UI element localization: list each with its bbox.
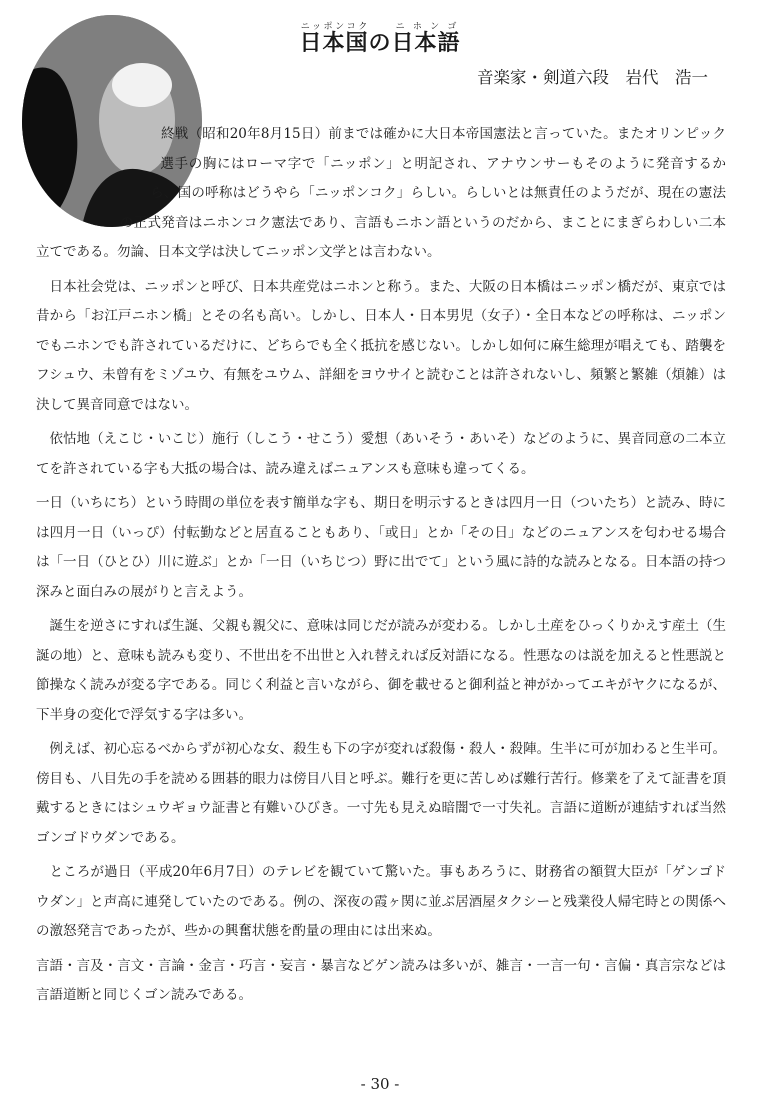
paragraph-5: 誕生を逆さにすれば生誕、父親も親父に、意味は同じだが読みが変わる。しかし土産をひっくりかえす産土（生誕の地）と、意味も読みも変り、不世出を不出世と入れ替えれば反対語になる。性悪なのは説を加えると性悪説と節操なく読みが変る字である。同じく利益と言いながら、御を載せると御利益と神がかってエキがヤクになるが、下半身の変化で浮気する字は多い。 [36, 618, 726, 723]
title-ruby-2: ニホンゴ [391, 22, 461, 32]
page-number: - 30 - [360, 1075, 400, 1093]
title-part-2: 日本語 [391, 31, 461, 56]
article-body [36, 120, 726, 1016]
paragraph-2: 日本社会党は、ニッポンと呼び、日本共産党はニホンと称う。また、大阪の日本橋はニッポン橋だが、東京では昔から「お江戸ニホン橋」とその名も高い。しかし、日本人・日本男児（女子）・全日本などの呼称は、ニッポンでもニホンでも許されているだけに、どちらでも全く抵抗を感じない。しかし如何に麻生総理が唱えても、踏襲をフシュウ、未曾有をミゾユウ、有無をユウム、詳細をヨウサイと読むことは許されないし、頻繁と繁雑（煩雑）は決して異音同意ではない。 [36, 278, 726, 413]
paragraph-4: 一日（いちにち）という時間の単位を表す簡単な字も、期日を明示するときは四月一日（ついたち）と読み、時には四月一日（いっぴ）付転勤などと居直ることもあり、「或日」とか「その日」などのニュアンスを匂わせる場合は「一日（ひとひ）川に遊ぶ」とか「一日（いちじつ）野に出でて」という風に詩的な読みとなる。日本語の持つ深みと面白みの展がりと言えよう。 [36, 495, 726, 600]
title-ruby-1: ニッポンコク [299, 22, 369, 32]
paragraph-8: 言語・言及・言文・言論・金言・巧言・妄言・暴言などゲン読みは多いが、雑言・一言一句・言偏・真言宗などは言語道断と同じくゴン読みである。 [36, 957, 726, 1003]
author-byline: 音楽家・剣道六段 岩代 浩一 [477, 68, 708, 87]
title-part-1: 日本国 [299, 31, 369, 56]
title-particle: の [368, 31, 392, 56]
paragraph-3: 依怙地（えこじ・いこじ）施行（しこう・せこう）愛想（あいそう・あいそ）などのように、異音同意の二本立てを許されている字も大抵の場合は、読み違えばニュアンスも意味も違ってくる。 [36, 431, 726, 477]
paragraph-1: 終戦（昭和20年8月15日）前までは確かに大日本帝国憲法と言っていた。またオリンピック選手の胸にはローマ字で「ニッポン」と明記され、アナウンサーもそのように発音するから、国の呼称はどうやら「ニッポンコク」らしい。らしいとは無責任のようだが、現在の憲法の正式発音はニホンコク憲法であり、言語もニホン語というのだから、まことにまぎらわしい二本立てである。勿論、日本文学は決してニッポン文学とは言わない。 [36, 126, 726, 260]
paragraph-7: ところが過日（平成20年6月7日）のテレビを観ていて驚いた。事もあろうに、財務省の額賀大臣が「ゲンゴドウダン」と声高に連発していたのである。例の、深夜の霞ヶ関に並ぶ居酒屋タクシーと残業役人帰宅時との関係への激怒発言であったが、些かの興奮状態を酌量の理由には出来ぬ。 [36, 864, 726, 939]
page-title [0, 22, 760, 57]
paragraph-6: 例えば、初心忘るべからずが初心な女、殺生も下の字が変れば殺傷・殺人・殺陣。生半に可が加わると生半可。傍目も、八目先の手を読める囲碁的眼力は傍目八目と呼ぶ。難行を更に苦しめば難行苦行。修業を了えて証書を頂戴するときにはシュウギョウ証書と有難いひびき。一寸先も見えぬ暗闇で一寸失礼。言語に道断が連結すれば当然ゴンゴドウダンである。 [36, 741, 726, 846]
